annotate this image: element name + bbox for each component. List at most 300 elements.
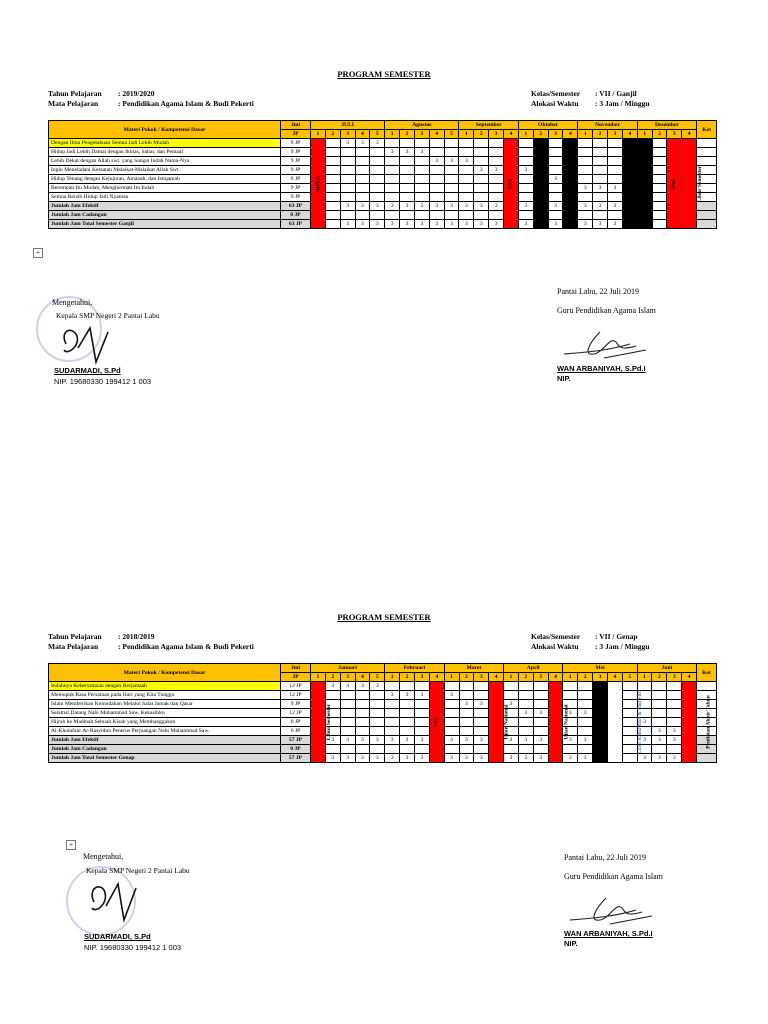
week-cell [340,175,355,184]
week-cell [637,166,652,175]
header-week: 1 [518,130,533,139]
week-cell [518,175,533,184]
header-week: 3 [533,673,548,682]
vertical-label-cell [489,682,510,763]
week-cell [340,166,355,175]
week-cell [429,184,444,193]
week-cell: 3 [400,202,415,211]
week-cell [474,691,489,700]
week-cell [325,148,340,157]
ket-cell [697,220,717,229]
week-cell [429,148,444,157]
header-week: 2 [518,673,533,682]
week-cell [414,727,429,736]
week-cell: 3 [459,202,474,211]
header-week: 4 [682,673,697,682]
week-cell [518,700,533,709]
header-week: 3 [340,673,355,682]
week-cell [533,700,548,709]
week-cell [340,148,355,157]
week-cell [400,184,415,193]
week-cell [385,745,400,754]
week-cell [400,157,415,166]
jp-cell: 9 JP [281,139,311,148]
week-cell [593,175,608,184]
week-cell [652,682,667,691]
week-cell [578,211,593,220]
week-cell [325,157,340,166]
week-cell [414,157,429,166]
week-cell [593,709,608,718]
week-cell [400,175,415,184]
jp-cell: 63 JP [281,202,311,211]
week-cell: 3 [548,202,563,211]
week-cell: 3 [370,754,385,763]
week-cell [548,184,563,193]
week-cell [459,139,474,148]
week-cell [489,175,504,184]
week-cell [444,727,459,736]
doc2-sign-place: Pantai Labu, 22 Juli 2019 [564,853,646,862]
week-cell: 3 [518,166,533,175]
doc1-kepala-know: Mengetahui, [52,298,93,307]
week-cell [518,745,533,754]
jp-cell: 6 JP [281,727,311,736]
week-cell [593,682,608,691]
vertical-label-cell [429,682,444,763]
week-cell [400,139,415,148]
week-cell: 3 [563,175,578,184]
week-cell [607,148,622,157]
doc1-alokasi-label: Alokasi Waktu [531,99,579,108]
week-cell: 3 [578,736,593,745]
week-cell [325,184,340,193]
week-cell: 3 [607,202,622,211]
week-cell [504,745,519,754]
week-cell: 3 [637,718,652,727]
doc2-kepala-nip: NIP. 19680330 199412 1 003 [84,943,182,952]
week-cell [370,211,385,220]
ket-cell [697,157,717,166]
week-cell [385,193,400,202]
week-cell [355,175,370,184]
week-cell [444,700,459,709]
vertical-label-cell [311,682,333,763]
jp-cell: 57 JP [281,754,311,763]
week-cell: 3 [474,220,489,229]
week-cell [518,193,533,202]
week-cell [370,727,385,736]
header-month: Oktober [518,121,577,130]
week-cell: 3 [355,202,370,211]
week-cell: 3 [385,754,400,763]
header-jml: Jml [281,664,311,673]
vertical-label-cell [682,139,704,229]
week-cell [518,184,533,193]
week-cell [563,166,578,175]
materi-cell: Hidup Jadi Lebih Damai dengan Ikhlas, Sabar, dan Pemaaf [49,148,281,157]
week-cell: 3 [563,754,578,763]
doc2-kepala-role: Kepala SMP Negeri 2 Pantai Labu [86,866,190,875]
week-cell [533,211,548,220]
week-cell [429,166,444,175]
doc1-kelas-value: : VII / Ganjil [595,89,637,98]
materi-cell: Berempati Itu Mudah, Menghormati Itu Indah [49,184,281,193]
week-cell [489,184,504,193]
week-cell [607,166,622,175]
week-cell [444,184,459,193]
doc1-sign-nip: NIP. [557,374,571,383]
week-cell [414,718,429,727]
vertical-label-cell [504,139,519,229]
week-cell [518,718,533,727]
week-cell [355,211,370,220]
week-cell [429,211,444,220]
week-cell: 3 [637,754,652,763]
week-cell [548,166,563,175]
week-cell: 3 [340,202,355,211]
week-cell [504,682,519,691]
week-cell: 3 [355,736,370,745]
week-cell [622,754,637,763]
week-cell [459,211,474,220]
week-cell [607,157,622,166]
materi-cell: Jumlah Jam Efektif [49,736,281,745]
week-cell: 3 [622,193,637,202]
week-cell: 3 [533,736,548,745]
week-cell [355,166,370,175]
week-cell [370,184,385,193]
header-week: 5 [370,130,385,139]
week-cell: 3 [563,220,578,229]
week-cell: 3 [533,220,548,229]
header-week: 1 [311,673,326,682]
week-cell: 3 [578,202,593,211]
header-jp: JP [281,130,311,139]
week-cell [593,157,608,166]
header-month: Mei [563,664,637,673]
header-month: Juni [637,664,696,673]
header-week: 3 [593,673,608,682]
week-cell [593,211,608,220]
header-week: 3 [667,130,682,139]
week-cell: 3 [637,220,652,229]
week-cell: 3 [400,736,415,745]
week-cell: 3 [533,202,548,211]
week-cell: 3 [414,691,429,700]
doc2-semester-table [48,663,717,763]
week-cell [652,709,667,718]
doc2-alokasi-value: : 3 Jam / Minggu [595,642,650,651]
doc2-kelas-value: : VII / Genap [595,632,638,641]
jp-cell: 9 JP [281,184,311,193]
week-cell: 3 [578,709,593,718]
week-cell [667,709,682,718]
jp-cell: 9 JP [281,700,311,709]
week-cell [414,700,429,709]
doc1-kelas-label: Kelas/Semester [531,89,581,98]
week-cell [340,718,355,727]
header-week: 4 [489,673,504,682]
week-cell: 3 [474,754,489,763]
week-cell [340,691,355,700]
week-cell: 3 [385,691,400,700]
week-cell [355,157,370,166]
week-cell: 3 [400,148,415,157]
header-week: 3 [474,673,489,682]
week-cell [340,211,355,220]
materi-cell: Islam Memberikan Kemudahan Melalui Salat Jamak dan Qasar [49,700,281,709]
week-cell: 3 [533,754,548,763]
week-cell: 3 [593,220,608,229]
week-cell: 3 [622,202,637,211]
week-cell [518,148,533,157]
header-week: 4 [504,130,519,139]
week-cell [444,211,459,220]
week-cell: 3 [444,202,459,211]
week-cell [385,175,400,184]
vertical-label-cell [548,682,570,763]
week-cell [355,148,370,157]
week-cell [578,139,593,148]
week-cell: 3 [593,736,608,745]
doc2-alokasi-label: Alokasi Waktu [531,642,579,651]
week-cell [578,193,593,202]
week-cell: 3 [563,202,578,211]
week-cell: 3 [637,736,652,745]
doc2-mapel-value: : Pendidikan Agama Islam & Budi Pekerti [118,642,254,651]
week-cell [622,157,637,166]
week-cell: 3 [489,220,504,229]
week-cell [489,193,504,202]
week-cell [667,682,682,691]
week-cell: 3 [637,193,652,202]
week-cell [370,166,385,175]
week-cell [355,184,370,193]
week-cell [548,148,563,157]
header-week: 2 [652,673,667,682]
week-cell [622,682,637,691]
week-cell [637,184,652,193]
week-cell [355,700,370,709]
week-cell [593,718,608,727]
week-cell [474,709,489,718]
materi-cell: Dengan Ilmu Pengetahuan Semua Jadi Lebih Mudah [49,139,281,148]
week-cell [578,148,593,157]
header-ket: Ket [697,121,717,139]
week-cell [400,166,415,175]
header-week: 2 [652,130,667,139]
week-cell [667,718,682,727]
doc1-tahun-label: Tahun Pelajaran [48,89,102,98]
week-cell: 3 [444,754,459,763]
header-jml: Jml [281,121,311,130]
week-cell [593,691,608,700]
header-week: 3 [414,673,429,682]
week-cell [489,139,504,148]
week-cell [414,166,429,175]
week-cell: 3 [518,754,533,763]
week-cell [459,745,474,754]
header-week: 2 [593,130,608,139]
header-week: 1 [385,130,400,139]
jp-cell: 9 JP [281,193,311,202]
header-week: 3 [667,673,682,682]
header-week: 4 [563,130,578,139]
week-cell [414,682,429,691]
week-cell [414,709,429,718]
header-month: Februari [385,664,444,673]
vertical-label: Ujian Nasional [563,704,570,740]
materi-cell: Lebih Dekat dengan Allah swt. yang Sangat Indah Nama-Nya [49,157,281,166]
week-cell: 3 [444,691,459,700]
week-cell [474,148,489,157]
week-cell [622,727,637,736]
week-cell: 3 [622,220,637,229]
week-cell [444,193,459,202]
week-cell: 3 [429,220,444,229]
week-cell: 3 [518,709,533,718]
week-cell [622,736,637,745]
week-cell [355,691,370,700]
week-cell: 3 [340,139,355,148]
week-cell [489,157,504,166]
total-row [49,220,717,229]
header-week: 4 [355,130,370,139]
week-cell [578,166,593,175]
materi-cell: Jumlah Jam Total Semester Genap [49,754,281,763]
week-cell [652,139,667,148]
week-cell [533,691,548,700]
week-cell [370,193,385,202]
week-cell [385,700,400,709]
week-cell: 3 [563,736,578,745]
week-cell [578,175,593,184]
week-cell [400,727,415,736]
week-cell [652,745,667,754]
week-cell [533,184,548,193]
header-week: 1 [578,130,593,139]
week-cell: 3 [667,727,682,736]
week-cell [459,709,474,718]
doc1-kepala-nip: NIP. 19680330 199412 1 003 [54,377,152,386]
week-cell [622,709,637,718]
week-cell [325,166,340,175]
week-cell [652,175,667,184]
materi-cell: Semua Bersih Hidup Jadi Nyaman [49,193,281,202]
week-cell [563,148,578,157]
week-cell [325,745,340,754]
week-cell [444,166,459,175]
week-cell [637,211,652,220]
header-week: 5 [622,673,637,682]
jp-cell: 63 JP [281,220,311,229]
week-cell: 3 [325,736,340,745]
week-cell: 3 [593,754,608,763]
week-cell: 3 [474,202,489,211]
header-week: 1 [385,673,400,682]
doc1-title: PROGRAM SEMESTER [337,69,431,79]
doc2-meta-right [531,632,650,652]
week-cell: 3 [385,148,400,157]
week-cell [474,718,489,727]
doc1-sign-place: Pantai Labu, 22 Juli 2019 [557,287,639,296]
week-cell [429,175,444,184]
week-cell: 3 [340,682,355,691]
week-cell [370,691,385,700]
ket-cell [697,682,717,691]
week-cell: 3 [355,220,370,229]
week-cell [637,157,652,166]
week-cell [518,211,533,220]
header-week: 3 [340,130,355,139]
ket-cell [697,202,717,211]
header-week: 3 [414,130,429,139]
header-week: 2 [400,130,415,139]
doc2-meta-left [48,632,254,652]
week-cell [652,157,667,166]
week-cell [459,682,474,691]
materi-cell: Memupuk Rasa Persatuan pada Hari yang Kita Tunggu [49,691,281,700]
week-cell: 3 [518,202,533,211]
week-cell [340,700,355,709]
ket-cell [697,211,717,220]
week-cell [593,139,608,148]
week-cell [385,727,400,736]
week-cell [652,718,667,727]
vertical-label: PAS [671,178,678,189]
jp-cell: 9 JP [281,175,311,184]
vertical-label: Libur Ramadhan & Idul Fitri [636,690,643,754]
week-cell [652,691,667,700]
header-month: Januari [311,664,385,673]
table-row [49,175,717,184]
week-cell: 3 [667,736,682,745]
week-cell [474,175,489,184]
header-jp: JP [281,673,311,682]
jp-cell: 9 JP [281,148,311,157]
week-cell [355,718,370,727]
week-cell [385,718,400,727]
week-cell [593,700,608,709]
week-cell: 3 [533,709,548,718]
week-cell [414,139,429,148]
table-row [49,139,717,148]
week-cell [533,718,548,727]
week-cell [340,157,355,166]
week-cell [533,727,548,736]
doc1-kepala-signature-icon [56,322,116,366]
week-cell [652,148,667,157]
week-cell [444,682,459,691]
header-week: 4 [429,130,444,139]
week-cell: 3 [444,220,459,229]
week-cell [593,166,608,175]
week-cell [637,139,652,148]
week-cell: 3 [355,754,370,763]
vertical-label: Libur Semester [697,165,704,202]
expand-icon[interactable]: + [33,248,43,258]
week-cell [578,700,593,709]
week-cell: 3 [400,691,415,700]
week-cell [385,157,400,166]
week-cell [607,211,622,220]
header-month: April [504,664,563,673]
week-cell [607,175,622,184]
week-cell: 3 [533,175,548,184]
expand-icon[interactable]: + [66,840,76,850]
week-cell [518,691,533,700]
